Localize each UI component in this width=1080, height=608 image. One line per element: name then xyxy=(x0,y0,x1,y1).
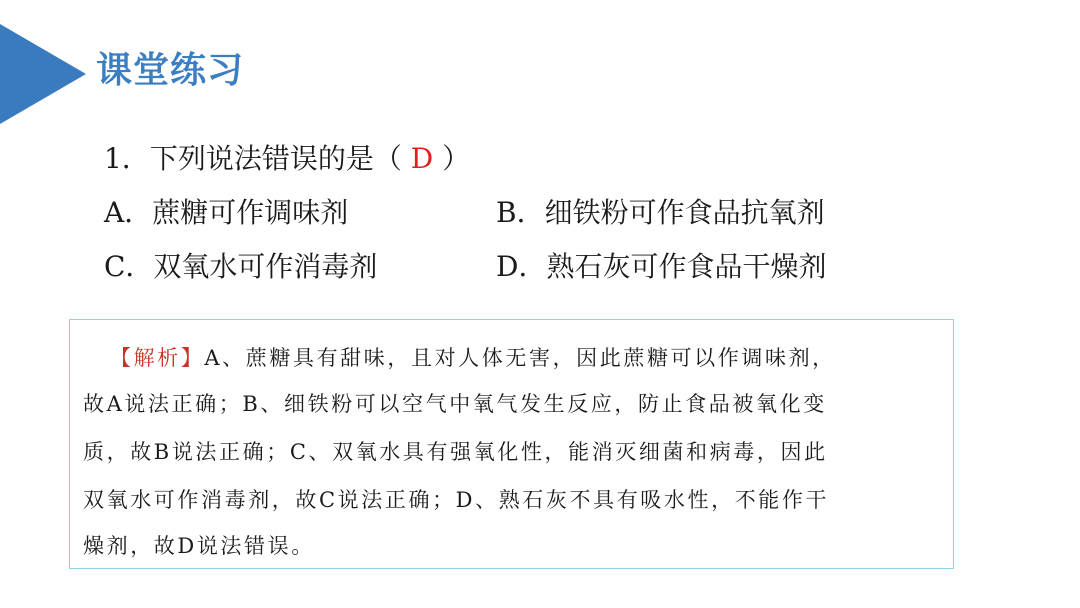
explanation-line-1 xyxy=(110,342,836,372)
explanation-tag: 【解析】 xyxy=(110,346,205,370)
question-stem xyxy=(104,137,470,177)
option-b: B．细铁粉可作食品抗氧剂 xyxy=(496,196,825,229)
explanation-line-1-text: A、蔗糖具有甜味，且对人体无害，因此蔗糖可以作调味剂， xyxy=(204,346,836,370)
question-answer: D xyxy=(410,142,434,175)
page-title: 课堂练习 xyxy=(96,50,245,91)
explanation-line-3: 质，故B说法正确；C、双氧水具有强氧化性，能消灭细菌和病毒，因此 xyxy=(83,440,828,464)
option-a: A．蔗糖可作调味剂 xyxy=(104,196,349,229)
question-stem-suffix: ） xyxy=(433,142,471,175)
explanation-line-5: 燥剂，故D说法错误。 xyxy=(83,534,315,558)
question-stem-prefix: 1．下列说法错误的是（ xyxy=(104,142,411,175)
option-d: D．熟石灰可作食品干燥剂 xyxy=(496,250,827,283)
explanation-line-2: 故A说法正确；B、细铁粉可以空气中氧气发生反应，防止食品被氧化变 xyxy=(83,392,827,416)
explanation-box xyxy=(69,319,954,569)
title-arrow-icon xyxy=(0,24,90,124)
option-c: C．双氧水可作消毒剂 xyxy=(104,250,378,283)
explanation-line-4: 双氧水可作消毒剂，故C说法正确；D、熟石灰不具有吸水性，不能作干 xyxy=(83,488,830,512)
